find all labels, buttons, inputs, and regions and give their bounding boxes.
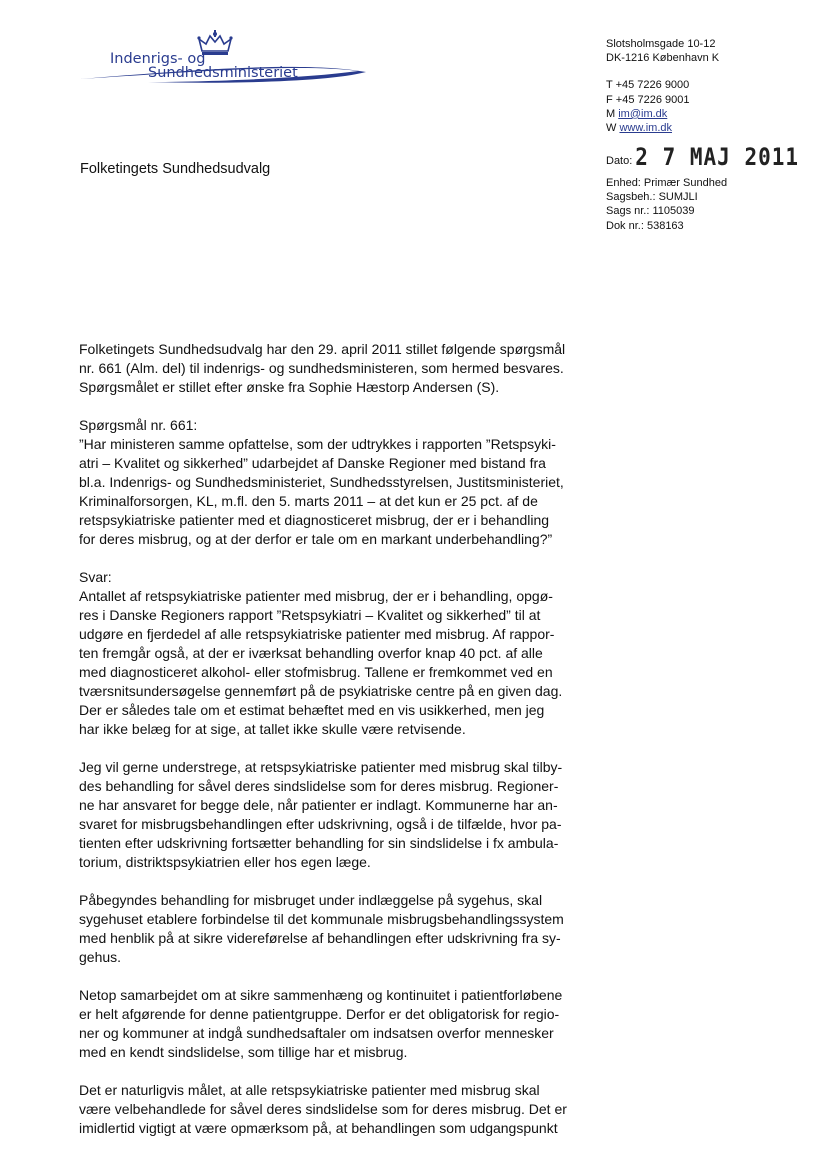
mail-row [606,107,719,121]
document-meta [606,143,800,233]
paragraph: Folketingets Sundhedsudvalg har den 29. april 2011 stillet følgende spørgsmål nr. 661 (Alm. del) til indenrigs- og sundhedsministeren, som hermed besvares. Spørgsmålet er stillet efter ønske fra Sophie Hæstorp Andersen (S). [79,341,566,395]
fax: F +45 7226 9001 [606,93,690,106]
date-stamp: 2 7 MAJ 2011 [635,143,800,171]
logo-line2: Sundhedsministeriet [148,65,298,81]
sender-address [606,37,719,135]
paragraph: Netop samarbejdet om at sikre sammenhæng og kontinuitet i patientforløbene er helt afgørende for denne patientgruppe. Derfor er det obligatorisk for regio- ner og kommuner at indgå sundhedsaftaler om indsatsen overfor mennesker med en kendt sindslidelse, som tillige har et misbrug. [79,987,563,1060]
web-row [606,121,719,135]
web-link[interactable]: www.im.dk [619,122,673,135]
address-line2: DK-1216 København K [606,52,720,65]
paragraph: Påbegyndes behandling for misbruget under indlæggelse på sygehus, skal sygehuset etablere forbindelse til det kommunale misbrugsbehandlingssystem med henblik på at sikre videreførelse af behandlingen efter udskrivning fra sy- gehus. [79,892,564,965]
paragraph: Det er naturligvis målet, at alle retspsykiatriske patienter med misbrug skal være velbehandlede for såvel deres sindslidelse som for deres misbrug. Det er imidlertid vigtigt at være opmærksom på, at behandlingen som udgangspunkt [79,1082,567,1136]
letter-body [79,340,575,1157]
mail-prefix: M [606,107,619,120]
document-number: Dok nr.: 538163 [606,219,684,232]
ministry-logo [78,30,378,92]
caseworker: Sagsbeh.: SUMJLI [606,191,698,204]
logo-line1: Indenrigs- og [110,51,206,67]
case-number: Sags nr.: 1105039 [606,205,695,218]
paragraph: Jeg vil gerne understrege, at retspsykiatriske patienter med misbrug skal tilby- des behandling for såvel deres sindslidelse som for deres misbrug. Regioner- ne har ansvaret for begge dele, når patienter er indlagt. Kommunerne har an- svaret for misbrugsbehandlingen efter udskrivning, også i de tilfælde, hvor pa- tienten efter udskrivning fortsætter behandling for sin sindslidelse i fx ambula- torium, distriktspsykiatrien eller hos egen læge. [79,759,563,870]
recipient: Folketingets Sundhedsudvalg [80,161,271,177]
phone: T +45 7226 9000 [606,79,690,92]
web-prefix: W [606,122,620,135]
paragraph: Spørgsmål nr. 661: ”Har ministeren samme opfattelse, som der udtrykkes i rapporten ”Retspsyki- atri – Kvalitet og sikkerhed” udarbejdet af Danske Regioner med bistand fra bl.a. Indenrigs- og Sundhedsministeriet, Sundhedsstyrelsen, Justitsministeriet, Kriminalforsorgen, KL, m.fl. den 5. marts 2011 – at det kun er 25 pct. af de retspsykiatriske patienter med et diagnosticeret misbrug, der er i behandling for deres misbrug, og at der derfor er tale om en markant underbehandling?” [79,417,564,547]
date-label: Dato: [606,155,633,167]
mail-link[interactable]: im@im.dk [618,107,668,120]
paragraph: Svar: Antallet af retspsykiatriske patienter med misbrug, der er i behandling, opgø- res i Danske Regioners rapport ”Retspsykiatri – Kvalitet og sikkerhed” til at udgøre en fjerdedel af alle retspsykiatriske patienter med misbrug. Af rappor- ten fremgår også, at der er iværksat behandling overfor knap 40 pct. af alle med diagnosticeret alkohol- eller stofmisbrug. Tallene er fremkommet ved en tværsnitsundersøgelse gennemført på de psykiatriske centre på en given dag. Der er således tale om et estimat behæftet med en vis usikkerhed, men jeg har ikke belæg for at sige, at tallet ikke skulle være retvisende. [79,569,563,737]
date-row [606,143,800,176]
address-line1: Slotsholmsgade 10-12 [606,38,716,50]
unit: Enhed: Primær Sundhed [606,177,728,189]
